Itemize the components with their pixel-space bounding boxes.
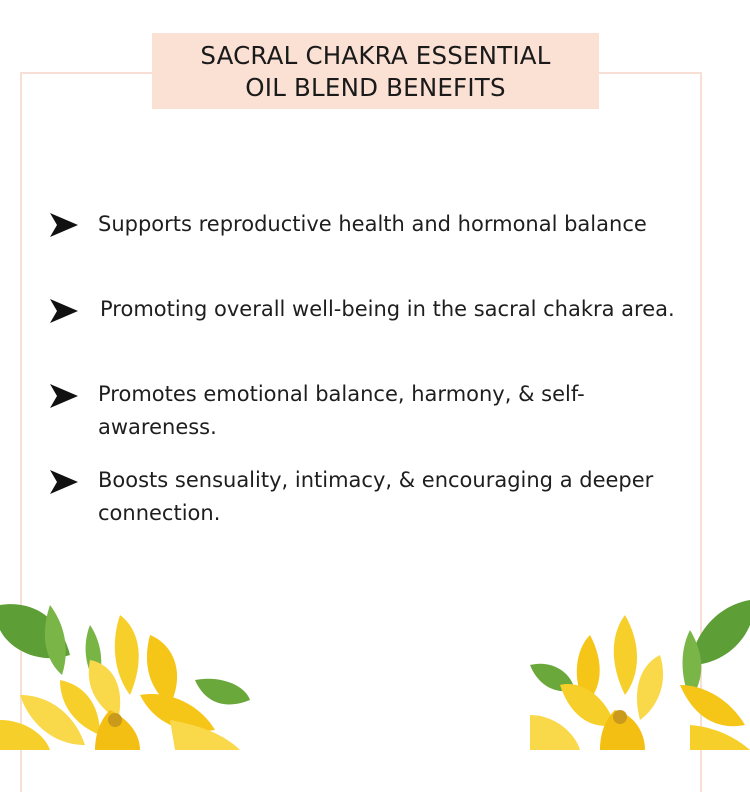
page-title-line-2: OIL BLEND BENEFITS <box>245 73 506 102</box>
page-title-line-1: SACRAL CHAKRA ESSENTIAL <box>200 41 551 70</box>
ylang-ylang-flower-right <box>530 585 750 750</box>
benefit-text: Promotes emotional balance, harmony, & self-awareness. <box>98 382 585 439</box>
benefit-text: Supports reproductive health and hormonal balance <box>98 212 647 236</box>
arrow-right-icon <box>49 298 79 324</box>
title-banner <box>152 33 599 109</box>
arrow-right-icon <box>49 212 79 238</box>
arrow-right-icon <box>49 469 79 495</box>
benefit-text: Boosts sensuality, intimacy, & encouraging a deeper connection. <box>98 468 654 525</box>
benefit-text: Promoting overall well-being in the sacral chakra area. <box>100 297 675 321</box>
ylang-ylang-flower-left <box>0 585 250 750</box>
arrow-right-icon <box>49 383 79 409</box>
